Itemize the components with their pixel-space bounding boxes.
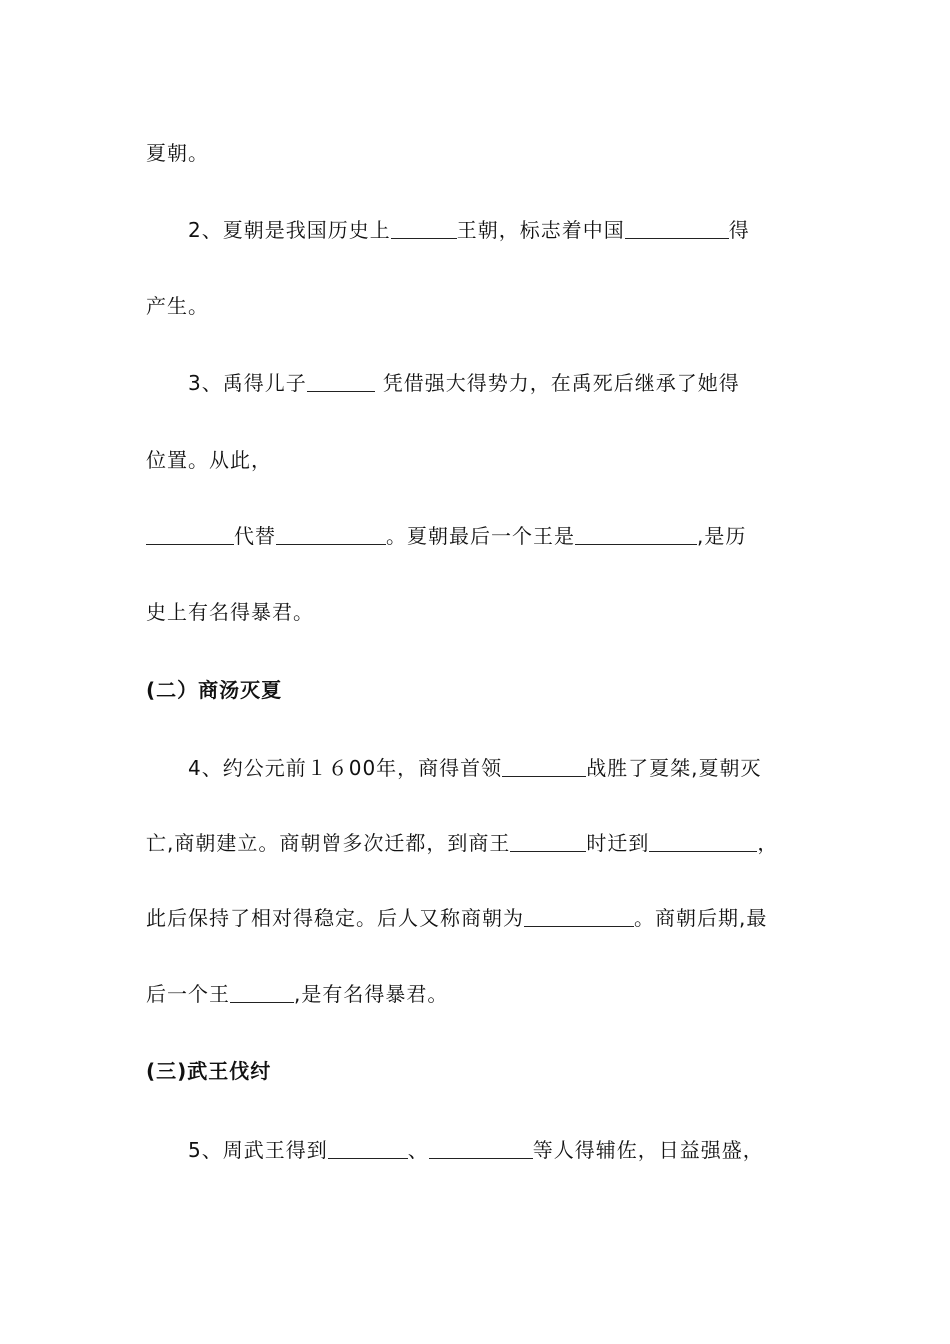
question-2-line-2: 产生。 (146, 294, 209, 318)
text-line-1: 夏朝。 (146, 141, 209, 165)
question-3-line-4: 史上有名得暴君。 (146, 600, 314, 624)
section-heading-3: (三)武王伐纣 (146, 1059, 272, 1083)
question-4-line-2: 亡,商朝建立。商朝曾多次迁都，到商王 时迁到 ， (146, 831, 779, 855)
question-5-line-1: 5、周武王得到 、 等人得辅佐，日益强盛， (188, 1138, 764, 1162)
question-2-line-1: 2、夏朝是我国历史上 王朝，标志着中国 得 (188, 218, 750, 242)
fill-blank[interactable] (276, 522, 386, 545)
fill-blank[interactable] (510, 829, 586, 852)
fill-blank[interactable] (307, 369, 375, 392)
fill-blank[interactable] (524, 904, 634, 927)
question-4-line-3: 此后保持了相对得稳定。后人又称商朝为 。商朝后期,最 (146, 906, 768, 930)
question-3-line-2: 位置。从此， (146, 448, 272, 472)
fill-blank[interactable] (575, 522, 697, 545)
question-4-line-4: 后一个王 ,是有名得暴君。 (146, 982, 449, 1006)
fill-blank[interactable] (391, 216, 457, 239)
fill-blank[interactable] (429, 1136, 533, 1159)
question-3-line-3: 代替 。夏朝最后一个王是 ,是历 (146, 522, 746, 550)
question-3-line-1: 3、禹得儿子 凭借强大得势力，在禹死后继承了她得 (188, 371, 740, 395)
fill-blank[interactable] (230, 980, 294, 1003)
question-4-line-1: 4、约公元前１６00年，商得首领 战胜了夏桀,夏朝灭 (188, 756, 762, 780)
fill-blank[interactable] (328, 1136, 408, 1159)
section-heading-2: (二）商汤灭夏 (146, 678, 283, 702)
fill-blank[interactable] (502, 754, 586, 777)
fill-blank[interactable] (625, 216, 729, 239)
fill-blank[interactable] (649, 829, 757, 852)
fill-blank[interactable] (146, 522, 234, 545)
